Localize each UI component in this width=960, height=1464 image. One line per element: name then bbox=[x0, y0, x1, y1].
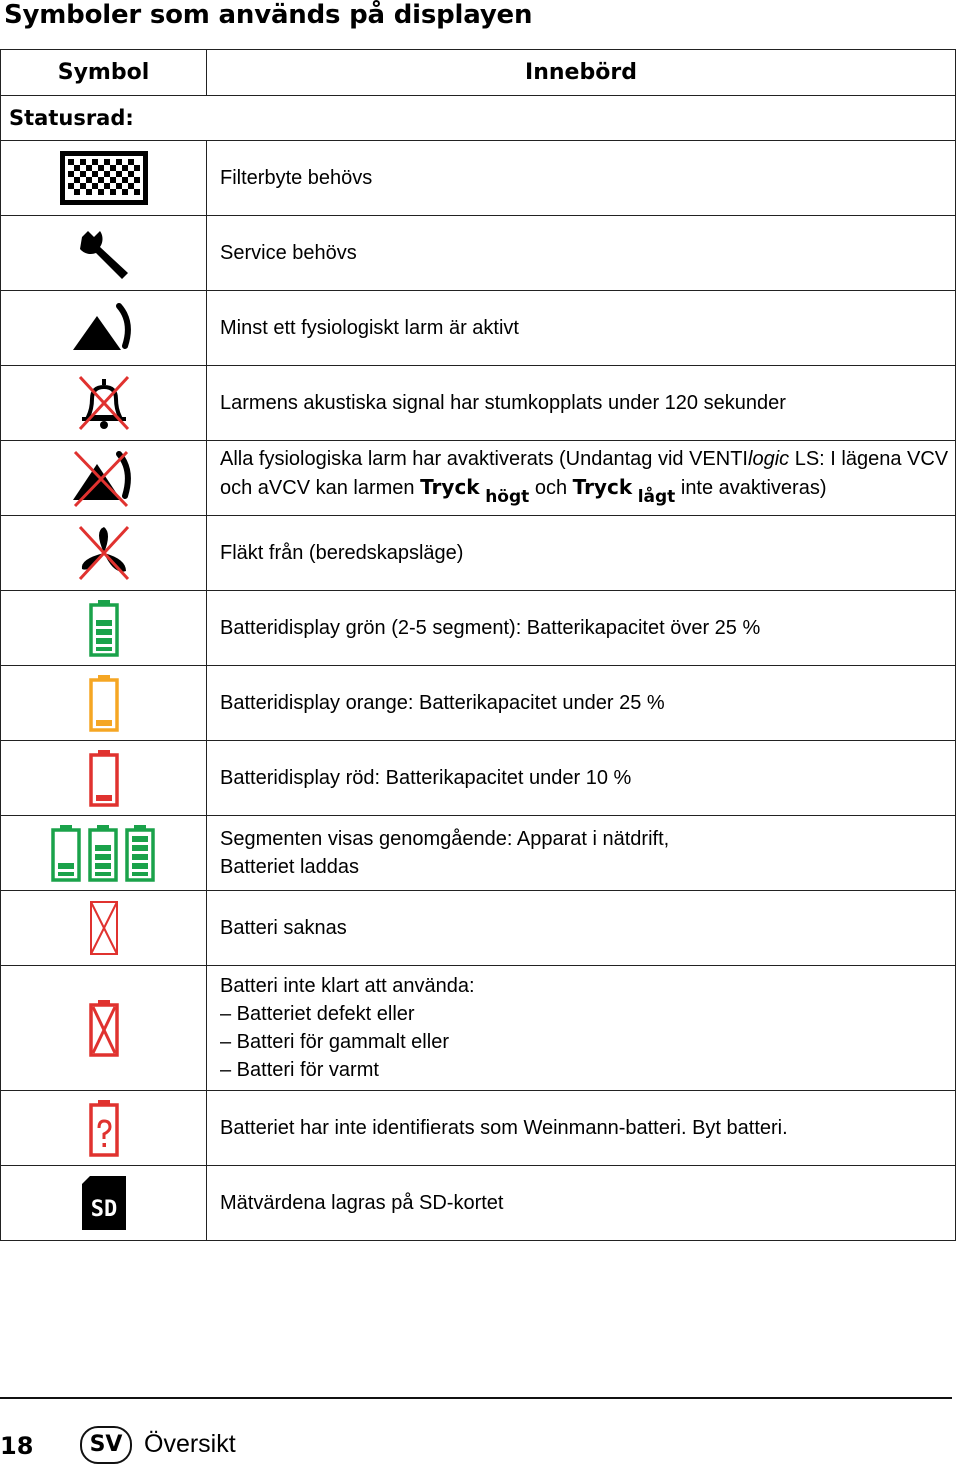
page-number: 18 bbox=[0, 1432, 34, 1460]
table-row bbox=[1, 666, 956, 741]
table-row bbox=[1, 816, 956, 891]
table-row bbox=[1, 291, 956, 366]
alarm-triangle-icon bbox=[69, 302, 139, 354]
table-row bbox=[1, 441, 956, 516]
battery-unknown-icon bbox=[88, 1098, 120, 1158]
footer-divider bbox=[0, 1397, 952, 1399]
svg-text:SD: SD bbox=[90, 1197, 117, 1222]
table-row bbox=[1, 591, 956, 666]
row-text: Fläkt från (beredskapsläge) bbox=[207, 516, 956, 591]
battery-orange-icon bbox=[88, 673, 120, 733]
battery-defect-icon bbox=[88, 998, 120, 1058]
table-header bbox=[1, 50, 956, 96]
row-text: Batteri saknas bbox=[207, 891, 956, 966]
row-text: Minst ett fysiologiskt larm är aktivt bbox=[207, 291, 956, 366]
fan-crossed-icon bbox=[74, 523, 134, 583]
row-text: Mätvärdena lagras på SD-kortet bbox=[207, 1166, 956, 1241]
row-text: Batteri inte klart att använda: – Batteriet defekt eller – Batteri för gammalt eller – Batteri för varmt bbox=[207, 966, 956, 1091]
header-meaning: Innebörd bbox=[207, 50, 956, 96]
battery-green-icon bbox=[88, 598, 120, 658]
table-row bbox=[1, 366, 956, 441]
table-row bbox=[1, 1091, 956, 1166]
sd-card-icon bbox=[80, 1174, 128, 1232]
table-row bbox=[1, 966, 956, 1091]
header-symbol: Symbol bbox=[1, 50, 207, 96]
page-title: Symboler som används på displayen bbox=[4, 0, 533, 30]
battery-red-icon bbox=[88, 748, 120, 808]
row-text: Batteridisplay grön (2-5 segment): Batterikapacitet över 25 % bbox=[207, 591, 956, 666]
table-row bbox=[1, 216, 956, 291]
table-row bbox=[1, 1166, 956, 1241]
table-row bbox=[1, 516, 956, 591]
row-text: Batteridisplay röd: Batterikapacitet under 10 % bbox=[207, 741, 956, 816]
section-statusrad: Statusrad: bbox=[1, 96, 956, 141]
battery-charging-icon bbox=[49, 823, 159, 883]
row-text: Larmens akustiska signal har stumkopplats under 120 sekunder bbox=[207, 366, 956, 441]
table-row bbox=[1, 741, 956, 816]
section-name: Översikt bbox=[144, 1430, 236, 1458]
filter-grid-icon bbox=[58, 149, 150, 207]
row-text: Batteridisplay orange: Batterikapacitet under 25 % bbox=[207, 666, 956, 741]
language-badge: SV bbox=[80, 1426, 132, 1464]
section-row bbox=[1, 96, 956, 141]
table-row bbox=[1, 141, 956, 216]
row-text-rich: Alla fysiologiska larm har avaktiverats (Undantag vid VENTIlogic LS: I lägena VCV och aVCV kan larmen Tryck $_{högt}$ och Tryck $_{lågt}$ inte avaktiveras) bbox=[207, 441, 956, 516]
row-text: Service behövs bbox=[207, 216, 956, 291]
alarm-crossed-icon bbox=[69, 448, 139, 508]
symbol-table bbox=[0, 49, 956, 1241]
table-row bbox=[1, 891, 956, 966]
battery-missing-icon bbox=[88, 898, 120, 958]
bell-crossed-icon bbox=[74, 373, 134, 433]
row-text: Segmenten visas genomgående: Apparat i nätdrift, Batteriet laddas bbox=[207, 816, 956, 891]
row-text: Batteriet har inte identifierats som Weinmann-batteri. Byt batteri. bbox=[207, 1091, 956, 1166]
wrench-icon bbox=[74, 223, 134, 283]
row-text: Filterbyte behövs bbox=[207, 141, 956, 216]
